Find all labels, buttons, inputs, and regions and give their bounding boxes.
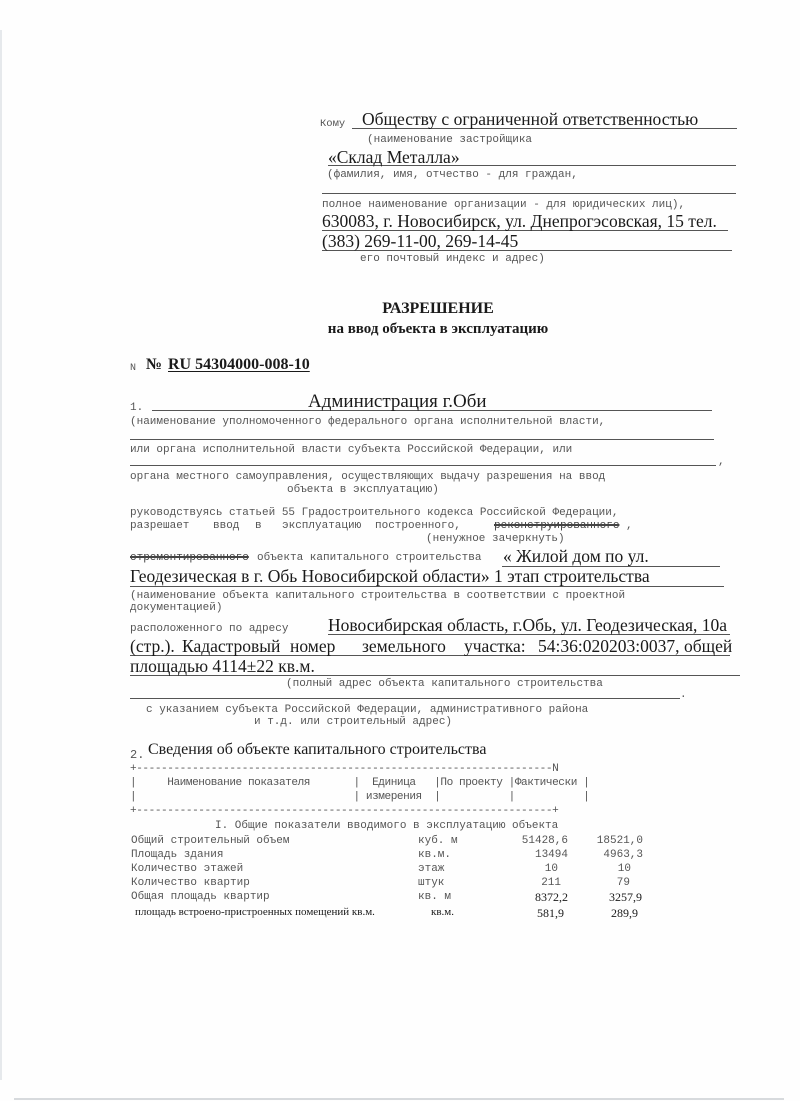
cell-unit: этаж (418, 863, 445, 875)
address-period: . (680, 689, 687, 701)
addr-word: общей (684, 636, 733, 656)
cell-unit: кв. м (418, 891, 452, 903)
word-v: в (255, 520, 262, 532)
developer-name-line1: Обществу с ограниченной ответственностью (362, 109, 699, 129)
cell-name: Общий строительный объем (131, 835, 290, 847)
addr-word: Кадастровый (182, 636, 281, 656)
group-title: I. Общие показатели вводимого в эксплуатацию объекта (215, 820, 559, 832)
object-name-line1: « Жилой дом по ул. (503, 546, 649, 566)
cell-name: Количество квартир (131, 877, 250, 889)
hint-strike: (ненужное зачеркнуть) (426, 533, 565, 545)
table-row (131, 877, 711, 891)
hint-authority-1: (наименование уполномоченного федерального органа исполнительной власти, (130, 416, 606, 428)
addressee-address-line1: 630083, г. Новосибирск, ул. Днепрогэсовская, 15 тел. (322, 211, 717, 231)
table-row (131, 835, 711, 849)
scan-edge-left (0, 30, 2, 1080)
permit-number: RU 54304000-008-10 (168, 356, 310, 373)
word-postroennogo: построенного, (375, 520, 461, 532)
cell-actual: 3257,9 (609, 890, 642, 904)
cell-project: 581,9 (537, 906, 564, 920)
cell-actual: 4963,3 (603, 849, 643, 861)
hint-object-1: (наименование объекта капитального строительства в соответствии с проектной (130, 590, 626, 602)
authority-line-3 (130, 465, 716, 466)
object-name-line2: Геодезическая в г. Обь Новосибирской области» 1 этап строительства (130, 566, 650, 586)
table-row (131, 863, 711, 877)
section-2-number: 2. (130, 748, 145, 762)
table-border-mid: +-------------------------------------------------------------------+ (130, 805, 559, 817)
comma: , (626, 520, 633, 532)
authority-comma: , (718, 456, 725, 468)
document-title: РАЗРЕШЕНИЕ (382, 300, 494, 317)
table-header-row-1: | Наименование показателя | Единица |По проекту |Фактически | (130, 777, 590, 789)
cell-actual: 79 (616, 877, 630, 889)
cell-unit: штук (418, 877, 445, 889)
addressee-address-line2: (383) 269-11-00, 269-14-45 (322, 231, 519, 251)
cell-actual: 18521,0 (596, 835, 643, 847)
cell-actual: 10 (617, 863, 631, 875)
scan-edge-bottom (14, 1098, 784, 1100)
cell-project: 13494 (534, 849, 568, 861)
document-subtitle: на ввод объекта в эксплуатацию (327, 321, 549, 337)
table-border-top: +-------------------------------------------------------------------N (130, 763, 559, 775)
located-label: расположенного по адресу (130, 623, 289, 635)
hint-org: полное наименование организации - для юридических лиц), (322, 199, 686, 211)
struck-otremontirovannogo: отремонтированного (130, 552, 249, 564)
n-label: N (130, 363, 137, 374)
struck-rekonstruirovannogo: реконструированного (494, 520, 620, 532)
word-ekspluataciyu: эксплуатацию (282, 520, 362, 532)
hint-authority-3: органа местного самоуправления, осуществляющих выдачу разрешения на ввод (130, 471, 606, 483)
addr-word: участка: (464, 636, 526, 656)
cell-name: Общая площадь квартир (131, 891, 270, 903)
cell-name: Площадь здания (131, 849, 224, 861)
word-razreshaet: разрешает (130, 520, 190, 532)
hint-authority-4: объекта в эксплуатацию) (287, 484, 439, 496)
cell-unit: куб. м (418, 835, 458, 847)
cell-project: 211 (541, 877, 561, 889)
cell-name: площадь встроено-пристроенных помещений кв.м. (135, 906, 375, 918)
cell-actual: 289,9 (611, 906, 638, 920)
cell-project: 8372,2 (535, 890, 568, 904)
capital-construction-text: объекта капитального строительства (257, 552, 482, 564)
section-1-number: 1. (130, 402, 144, 414)
hint-authority-2: или органа исполнительной власти субъекта Российской Федерации, или (130, 444, 573, 456)
statute-text-1: руководствуясь статьей 55 Градостроительного кодекса Российской Федерации, (130, 507, 619, 519)
cell-name: Количество этажей (131, 863, 244, 875)
table-row (131, 891, 711, 905)
hint-object-2: документацией) (130, 602, 223, 614)
addr-word: 54:36:020203:0037, (538, 636, 680, 656)
developer-name-line2: «Склад Металла» (328, 147, 460, 167)
hint-object-address-1: (полный адрес объекта капитального строительства (286, 678, 603, 690)
cell-project: 10 (544, 863, 558, 875)
org-underline (322, 193, 736, 194)
hint-developer: (наименование застройщика (367, 134, 533, 146)
table-row (131, 849, 711, 863)
object-address-line4 (130, 698, 680, 699)
hint-object-address-3: и т.д. или строительный адрес) (254, 716, 453, 728)
authority-name: Администрация г.Оби (308, 391, 487, 412)
object-address-line3: площадью 4114±22 кв.м. (130, 656, 315, 676)
addr-word: номер (290, 636, 336, 656)
word-vvod: ввод (213, 520, 240, 532)
addr-word: (стр.). (130, 636, 175, 656)
section-2-heading: Сведения об объекте капитального строительства (148, 741, 487, 758)
cell-unit: кв.м. (418, 849, 452, 861)
hint-object-address-2: с указанием субъекта Российской Федерации, административного района (146, 704, 589, 716)
authority-line-2 (130, 439, 714, 440)
object-address-line1: Новосибирская область, г.Обь, ул. Геодезическая, 10а (328, 615, 728, 635)
addr-word: земельного (362, 636, 446, 656)
to-label: Кому (320, 118, 346, 130)
table-header-row-2: | | измерения | | | (130, 791, 590, 803)
hint-address: его почтовый индекс и адрес) (360, 253, 545, 265)
table-row (131, 906, 711, 920)
cell-unit: кв.м. (431, 906, 454, 918)
hint-fio: (фамилия, имя, отчество - для граждан, (327, 169, 578, 181)
cell-project: 51428,6 (521, 835, 568, 847)
number-sign: № (146, 356, 163, 373)
